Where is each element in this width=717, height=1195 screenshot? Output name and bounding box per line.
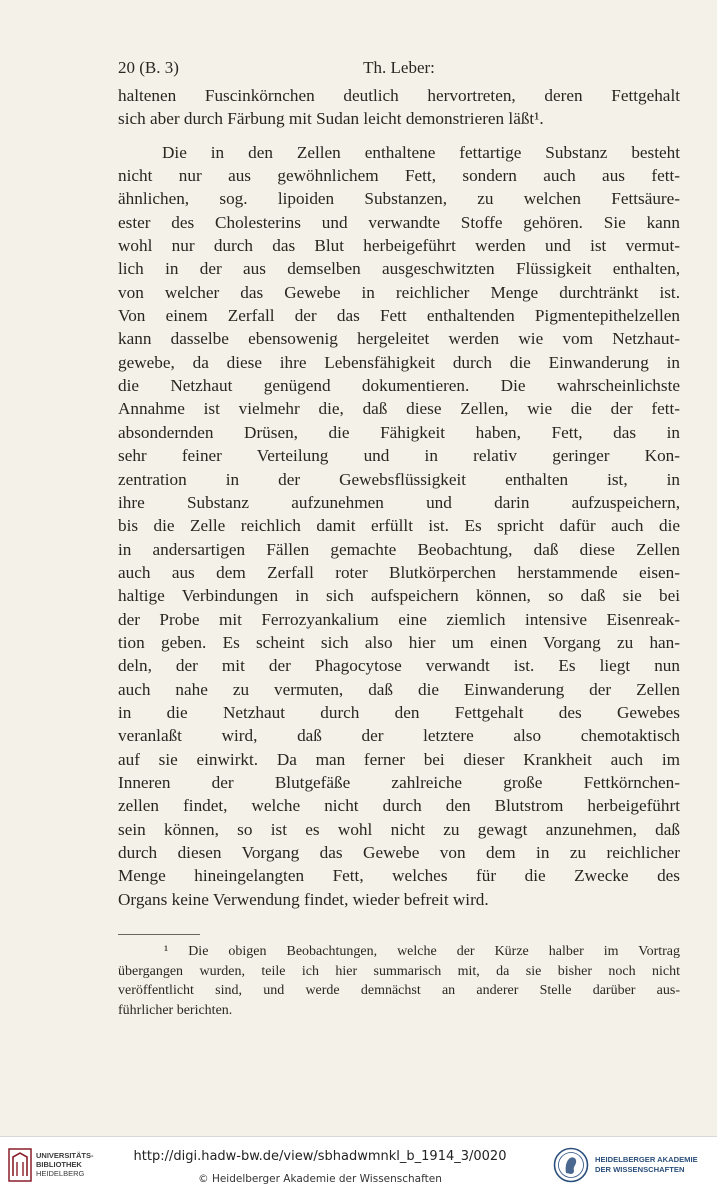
library-emblem-icon xyxy=(8,1148,32,1182)
academy-name-line: DER WISSENSCHAFTEN xyxy=(595,1165,685,1174)
text-line: zentration in der Gewebsflüssigkeit enthalten ist, in xyxy=(118,469,680,489)
footnote-line: führlicher berichten. xyxy=(118,1002,233,1018)
text-line: auch aus dem Zerfall roter Blutkörperchen herstammende eisen- xyxy=(118,562,680,582)
text-line: durch diesen Vorgang das Gewebe von dem in zu reichlicher xyxy=(118,843,680,862)
text-line: nicht nur aus gewöhnlichem Fett, sondern auch aus fett- xyxy=(118,166,680,186)
text-line: haltenen Fuscinkörnchen deutlich hervortreten, deren Fettgehalt xyxy=(118,86,680,105)
page-number: 20 (B. 3) xyxy=(118,58,179,77)
running-title: Th. Leber: xyxy=(363,58,435,77)
academy-name-line: HEIDELBERGER AKADEMIE xyxy=(595,1155,698,1164)
text-line: zellen findet, welche nicht durch den Blutstrom herbeigeführt xyxy=(118,796,680,816)
text-line: sehr feiner Verteilung und in relativ geringer Kon- xyxy=(118,446,680,466)
text-line: gewebe, da diese ihre Lebensfähigkeit durch die Einwanderung in xyxy=(118,352,680,372)
library-name-line: BIBLIOTHEK xyxy=(36,1160,82,1169)
text-line: sich aber durch Färbung mit Sudan leicht demonstrieren läßt¹. xyxy=(118,109,544,129)
footer-bar xyxy=(0,1136,717,1195)
text-line: in die Netzhaut durch den Fettgehalt des Gewebes xyxy=(118,702,680,722)
text-line: absondernden Drüsen, die Fähigkeit haben, Fett, das in xyxy=(118,422,680,442)
main-text xyxy=(118,84,680,911)
text-line: lich in der aus demselben ausgeschwitzten Flüssigkeit enthalten, xyxy=(118,259,680,279)
text-line: Organs keine Verwendung findet, wieder befreit wird. xyxy=(118,889,489,909)
text-line: ester des Cholesterins und verwandte Stoffe gehören. Sie kann xyxy=(118,212,680,232)
academy-logo[interactable] xyxy=(553,1147,713,1187)
text-line: sein können, so ist es wohl nicht zu gewagt anzunehmen, daß xyxy=(118,819,680,839)
text-line: Die in den Zellen enthaltene fettartige Substanz besteht xyxy=(162,142,680,162)
footnote-line: veröffentlicht sind, und werde demnächst an anderer Stelle darüber aus- xyxy=(118,983,680,999)
text-line: haltige Verbindungen in sich aufspeichern können, so daß sie bei xyxy=(118,586,680,606)
library-logo[interactable] xyxy=(8,1148,98,1184)
library-name-line: UNIVERSITÄTS- xyxy=(36,1151,94,1160)
text-line: auf sie einwirkt. Da man ferner bei dieser Krankheit auch im xyxy=(118,749,680,769)
text-line: bis die Zelle reichlich damit erfüllt ist. Es spricht dafür auch die xyxy=(118,516,680,536)
text-line: ähnlichen, sog. lipoiden Substanzen, zu welchen Fettsäure- xyxy=(118,189,680,209)
text-line: tion geben. Es scheint sich also hier um einen Vorgang zu han- xyxy=(118,632,680,652)
text-line: deln, der mit der Phagocytose verwandt ist. Es liegt nun xyxy=(118,656,680,676)
text-line: kann dasselbe ebensowenig hergeleitet werden wie vom Netzhaut- xyxy=(118,329,680,349)
text-line: Von einem Zerfall der das Fett enthaltenden Pigmentepithelzellen xyxy=(118,306,680,326)
footnote-line: übergangen wurden, teile ich hier summarisch mit, da sie bisher noch nicht xyxy=(118,963,680,979)
footnote xyxy=(118,942,680,1020)
text-line: wohl nur durch das Blut herbeigeführt werden und ist vermut- xyxy=(118,236,680,256)
academy-seal-icon xyxy=(553,1147,589,1183)
page-header xyxy=(118,58,680,84)
permalink-url[interactable]: http://digi.hadw-bw.de/view/sbhadwmnkl_b_1914_3/0020 xyxy=(133,1149,507,1164)
copyright-notice: © Heidelberger Akademie der Wissenschaften xyxy=(198,1173,442,1185)
text-line: Inneren der Blutgefäße zahlreiche große Fettkörnchen- xyxy=(118,772,680,792)
library-name-line: HEIDELBERG xyxy=(36,1169,85,1178)
text-line: veranlaßt wird, daß der letztere also chemotaktisch xyxy=(118,726,680,746)
text-line: der Probe mit Ferrozyankalium eine ziemlich intensive Eisenreak- xyxy=(118,609,680,629)
text-line: von welcher das Gewebe in reichlicher Menge durchtränkt ist. xyxy=(118,282,680,302)
text-line: in andersartigen Fällen gemachte Beobachtung, daß diese Zellen xyxy=(118,539,680,559)
footnote-rule xyxy=(118,934,200,935)
text-line: auch nahe zu vermuten, daß die Einwanderung der Zellen xyxy=(118,679,680,699)
footnote-line: ¹ Die obigen Beobachtungen, welche der Kürze halber im Vortrag xyxy=(164,944,680,959)
text-line: Menge hineingelangten Fett, welches für die Zwecke des xyxy=(118,866,680,886)
text-line: ihre Substanz aufzunehmen und darin aufzuspeichern, xyxy=(118,492,680,512)
text-line: Annahme ist vielmehr die, daß diese Zellen, wie die der fett- xyxy=(118,399,680,419)
text-line: die Netzhaut genügend dokumentieren. Die wahrscheinlichste xyxy=(118,376,680,396)
